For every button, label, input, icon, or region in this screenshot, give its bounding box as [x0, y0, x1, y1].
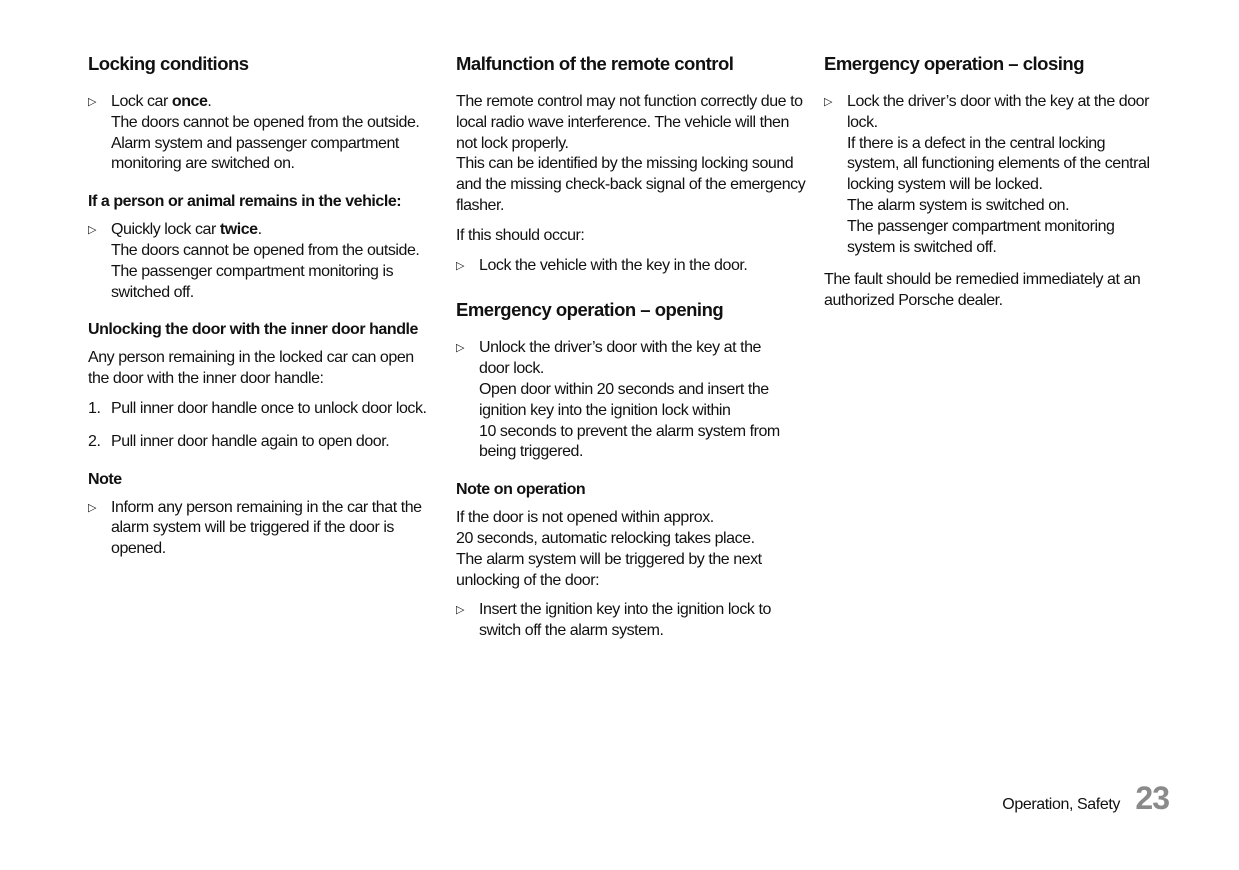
bullet-text: Lock the vehicle with the key in the door.: [479, 256, 748, 274]
paragraph-identified: This can be identified by the missing locking sound and the missing check-back signal of the emergency flasher.: [456, 155, 806, 214]
bullet-lock-with-key: [456, 256, 806, 277]
bullet-line: system, all functioning elements of the central: [847, 155, 1150, 173]
subheading-note-on-operation: Note on operation: [456, 481, 586, 499]
step-number: 2.: [88, 432, 101, 450]
footer-section-label: Operation, Safety: [1002, 796, 1120, 813]
bullet-line: lock.: [847, 113, 878, 131]
triangle-bullet-icon: ▷: [456, 259, 465, 272]
paragraph-relocking: [456, 508, 806, 591]
subheading-note: Note: [88, 470, 122, 488]
paragraph-remaining-person: Any person remaining in the locked car can open the door with the inner door handle:: [88, 349, 414, 388]
triangle-bullet-icon: ▷: [456, 342, 465, 355]
triangle-bullet-icon: ▷: [88, 96, 97, 108]
bullet-lock-twice: [88, 220, 438, 303]
paragraph-if-occur: If this should occur:: [456, 226, 585, 244]
paragraph-line: The alarm system will be triggered by the next: [456, 550, 762, 568]
bullet-line: If there is a defect in the central locking: [847, 134, 1106, 152]
bullet-insert-ignition-key: [456, 600, 806, 642]
bullet-line: The passenger compartment monitoring: [847, 217, 1115, 235]
heading-remote-malfunction: Malfunction of the remote control: [456, 53, 734, 74]
bullet-line: The passenger compartment monitoring is: [111, 262, 394, 280]
bullet-line: switched off.: [111, 283, 194, 301]
bullet-line: Open door within 20 seconds and insert the: [479, 380, 769, 398]
subheading-unlocking-inner-handle: Unlocking the door with the inner door handle: [88, 321, 418, 339]
bullet-lock-driver-door: [824, 92, 1174, 258]
heading-locking-conditions: Locking conditions: [88, 53, 249, 74]
paragraph-interference: The remote control may not function correctly due to local radio wave interference. The vehicle will then not lock properly.: [456, 93, 803, 152]
step-1: [88, 399, 438, 420]
step-text: Pull inner door handle again to open door.: [111, 432, 390, 450]
triangle-bullet-icon: ▷: [88, 224, 97, 237]
paragraph-line: unlocking of the door:: [456, 571, 600, 589]
bullet-line: The doors cannot be opened from the outside.: [111, 241, 420, 259]
bullet-line: monitoring are switched on.: [111, 155, 295, 173]
step-text: Pull inner door handle once to unlock door lock.: [111, 399, 427, 417]
bullet-note: [88, 498, 438, 560]
bullet-line: 10 seconds to prevent the alarm system from: [479, 422, 780, 440]
paragraph-line: 20 seconds, automatic relocking takes place.: [456, 529, 755, 547]
bullet-first-line: Lock car once.: [111, 93, 212, 110]
triangle-bullet-icon: ▷: [456, 604, 465, 617]
paragraph-line: If the door is not opened within approx.: [456, 509, 714, 527]
bullet-line: Alarm system and passenger compartment: [111, 134, 399, 152]
column-left: [88, 52, 438, 572]
bullet-line: The alarm system is switched on.: [847, 196, 1070, 214]
heading-emergency-opening: Emergency operation – opening: [456, 299, 724, 321]
page-number: 23: [1135, 780, 1169, 816]
bullet-line: system is switched off.: [847, 238, 997, 256]
bullet-first-line: Quickly lock car twice.: [111, 221, 262, 239]
bullet-line: being triggered.: [479, 443, 583, 461]
column-middle: [456, 52, 806, 654]
bullet-line: locking system will be locked.: [847, 176, 1043, 194]
column-right: [824, 52, 1174, 321]
bullet-line: Lock the driver’s door with the key at the door: [847, 93, 1149, 110]
bullet-line: door lock.: [479, 360, 544, 378]
subheading-person-remains: If a person or animal remains in the vehicle:: [88, 193, 402, 211]
bullet-line: The doors cannot be opened from the outside.: [111, 113, 420, 131]
bullet-line: ignition key into the ignition lock within: [479, 401, 731, 419]
bullet-line: Unlock the driver’s door with the key at the: [479, 339, 761, 357]
triangle-bullet-icon: ▷: [824, 96, 833, 108]
bullet-lock-once: [88, 92, 438, 175]
bullet-text: Inform any person remaining in the car that the alarm system will be triggered if the door is opened.: [111, 498, 422, 558]
step-2: [88, 432, 438, 453]
step-number: 1.: [88, 399, 101, 417]
bullet-unlock-driver-door: [456, 338, 806, 463]
bullet-text: Insert the ignition key into the ignition lock to switch off the alarm system.: [479, 601, 771, 640]
heading-emergency-closing: Emergency operation – closing: [824, 53, 1084, 74]
paragraph-fault-remedied: The fault should be remedied immediately at an authorized Porsche dealer.: [824, 271, 1141, 310]
triangle-bullet-icon: ▷: [88, 501, 97, 514]
